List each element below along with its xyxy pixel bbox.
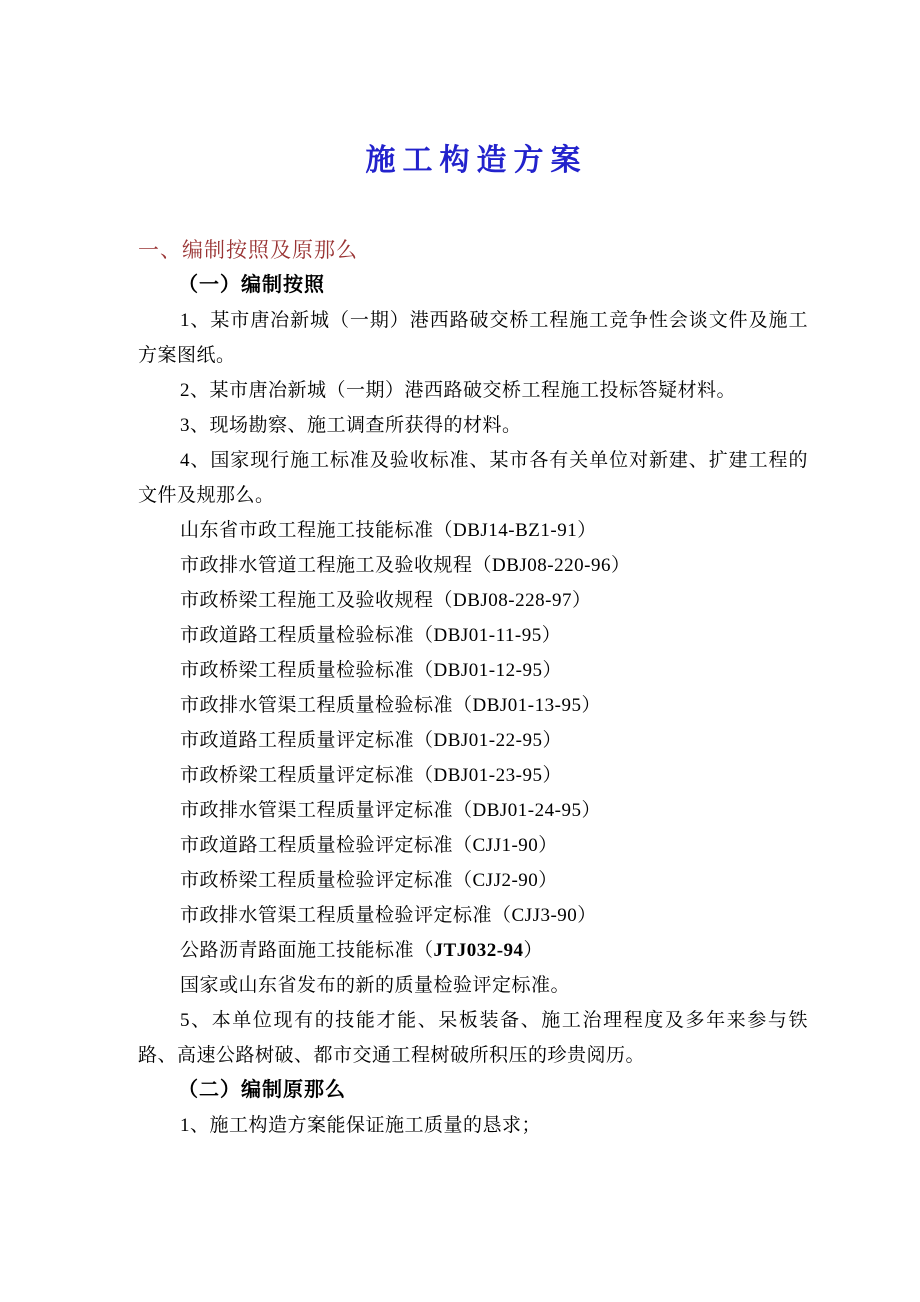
- basis-item-3: 3、现场勘察、施工调查所获得的材料。: [180, 415, 522, 436]
- standards-tail-line: 国家或山东省发布的新的质量检验评定标准。: [180, 975, 571, 996]
- standard-line-11: 市政桥梁工程质量检验评定标准（CJJ2-90）: [180, 870, 558, 891]
- standard-line-3: 市政桥梁工程施工及验收规程（DBJ08-228-97）: [180, 590, 592, 611]
- subsection-heading-1: （一）编制按照: [178, 274, 325, 296]
- standard-line-12: 市政排水管渠工程质量检验评定标准（CJJ3-90）: [180, 905, 597, 926]
- standard-line-8: 市政桥梁工程质量评定标准（DBJ01-23-95）: [180, 765, 562, 786]
- highway-standard-suffix: ）: [523, 940, 544, 961]
- highway-standard-prefix: 公路沥青路面施工技能标准（: [180, 940, 434, 961]
- standard-line-4: 市政道路工程质量检验标准（DBJ01-11-95）: [180, 625, 562, 646]
- standard-line-10: 市政道路工程质量检验评定标准（CJJ1-90）: [180, 835, 558, 856]
- basis-item-1: 1、某市唐冶新城（一期）港西路破交桥工程施工竞争性会谈文件及施工方案图纸。: [138, 310, 808, 366]
- standard-line-5: 市政桥梁工程质量检验标准（DBJ01-12-95）: [180, 660, 562, 681]
- principle-item-1: 1、施工构造方案能保证施工质量的恳求；: [180, 1115, 542, 1136]
- standard-line-9: 市政排水管渠工程质量评定标准（DBJ01-24-95）: [180, 800, 601, 821]
- standard-line-6: 市政排水管渠工程质量检验标准（DBJ01-13-95）: [180, 695, 601, 716]
- highway-standard-code: JTJ032-94: [433, 940, 524, 961]
- basis-item-5: 5、本单位现有的技能才能、呆板装备、施工治理程度及多年来参与铁路、高速公路树破、都市交通工程树破所积压的珍贵阅历。: [138, 1010, 808, 1066]
- standard-line-2: 市政排水管道工程施工及验收规程（DBJ08-220-96）: [180, 555, 631, 576]
- subsection-heading-2: （二）编制原那么: [178, 1079, 346, 1101]
- standard-line-7: 市政道路工程质量评定标准（DBJ01-22-95）: [180, 730, 562, 751]
- document-title: 施工构造方案: [365, 144, 588, 177]
- basis-item-2: 2、某市唐冶新城（一期）港西路破交桥工程施工投标答疑材料。: [180, 380, 737, 401]
- basis-item-4: 4、国家现行施工标准及验收标准、某市各有关单位对新建、扩建工程的文件及规那么。: [138, 450, 808, 506]
- standard-line-1: 山东省市政工程施工技能标准（DBJ14-BZ1-91）: [180, 520, 597, 541]
- standard-line-highway: [138, 933, 808, 968]
- section-heading-1: 一、编制按照及原那么: [138, 238, 358, 262]
